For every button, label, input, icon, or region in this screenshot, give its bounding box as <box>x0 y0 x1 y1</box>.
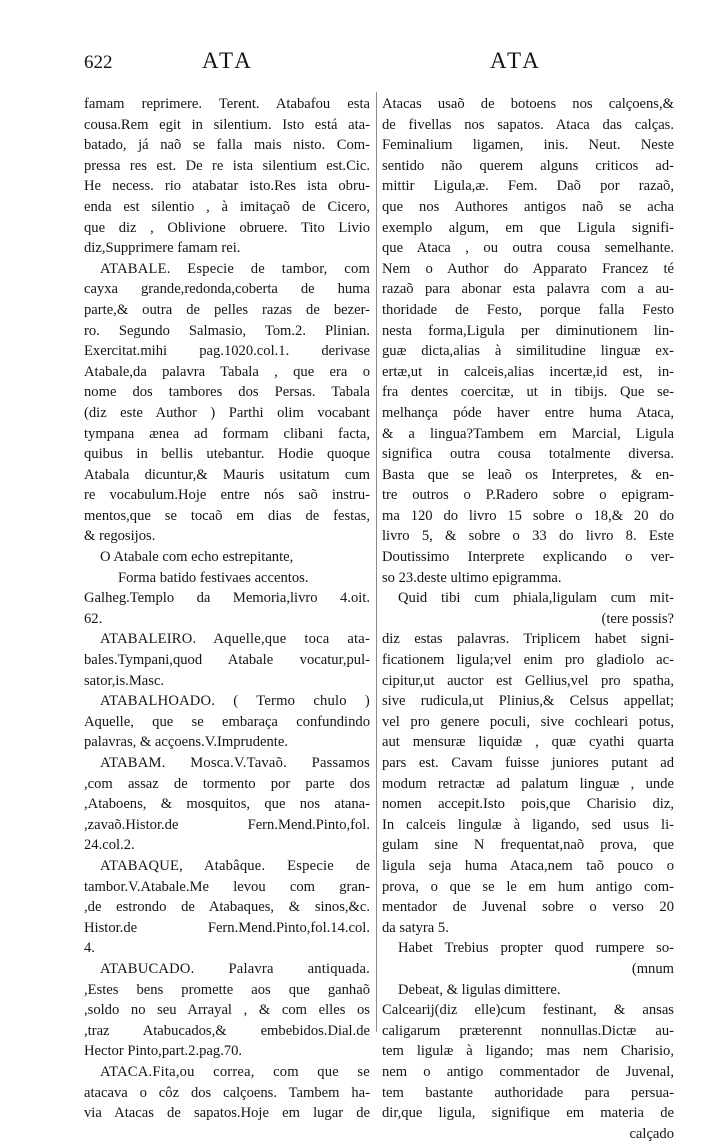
text-line: Feminalium ligamen, inis. Neut. Neste <box>382 137 674 154</box>
text-line: ertæ,ut in calceis,alias incertæ,id est, in- <box>382 363 674 380</box>
text-line: Atabale,da palavra Tabala , que era o <box>84 363 370 380</box>
text-line: Galheg.Templo da Memoria,livro 4.oit. <box>84 590 370 607</box>
text-line: de fivellas nos sapatos. Ataca das calças. <box>382 116 674 133</box>
text-line: ma 120 do livro 15 sobre o 18,& 20 do <box>382 507 674 524</box>
text-line: cousa.Rem egit in silentium. Isto está ata- <box>84 116 370 133</box>
text-line: ,soldo no seu Arrayal , & com elles os <box>84 1002 370 1019</box>
text-line: mentador de Juvenal sobre o verso 20 <box>382 899 674 916</box>
text-line: nome dos tambores dos Persas. Tabala <box>84 384 370 401</box>
text-line: via Atacas de sapatos.Hoje em lugar de <box>84 1105 370 1122</box>
text-line: ,traz Atabucados,& embebidos.Dial.de <box>84 1022 370 1039</box>
text-line: Atacas usaõ de botoens nos calçoens,& <box>382 96 674 112</box>
text-line: que diz , Oblivione obruere. Tito Livio <box>84 219 370 236</box>
text-line: quibus in bellis utebantur. Hodie quoque <box>84 446 370 463</box>
text-line: ,com assaz de tormento por parte dos <box>84 775 370 792</box>
text-line: Atabala dicuntur,& Mauris usitatum cum <box>84 466 370 483</box>
text-line: batado, já naõ se falla mais nisto. Com- <box>84 137 370 154</box>
text-line: que nos Authores antigos naõ se acha <box>382 198 674 215</box>
text-line: Basta que se leaõ os Interpretes, & en- <box>382 466 674 483</box>
page-header <box>84 44 674 84</box>
text-line: cayxa grande,redonda,coberta de huma <box>84 281 370 298</box>
text-line: thoridade de Festo, porque falla Festo <box>382 301 674 318</box>
text-line: Aquelle, que se embaraça confundindo <box>84 713 370 730</box>
text-line: enda est silentio , à imitaçaõ de Cicero, <box>84 198 370 215</box>
text-line: significa outra cousa totalmente diversa. <box>382 446 674 463</box>
text-line: ,de estrondo de Atabaques, & sinos,&c. <box>84 899 370 916</box>
text-line: sive rudicula,ut Plinius,& Celsus appellat; <box>382 693 674 710</box>
text-line: ligula seja huma Ataca,nem taõ pouco o <box>382 857 674 874</box>
quotation-line: Debeat, & ligulas dimittere. <box>398 981 561 998</box>
text-line: modum retractæ ad palatum linguæ , unde <box>382 775 674 792</box>
text-line: exemplo algum, em que Ligula signifi- <box>382 219 674 236</box>
entry-headword-line: ATABAM. Mosca.V.Tavaõ. Passamos <box>100 755 370 771</box>
column-divider <box>376 92 377 1032</box>
text-line: tambor.V.Atabale.Me levou com gran- <box>84 878 370 895</box>
text-line: melhança póde haver entre huma Ataca, <box>382 404 674 421</box>
text-line: mentos,que se tocaõ em dias de festas, <box>84 507 370 524</box>
text-line: sentido não querem alguns criticos ad- <box>382 157 674 174</box>
text-line: ,Ataboens, & mosquitos, que nos atana- <box>84 796 370 813</box>
entry-headword-line: ATABALHOADO. ( Termo chulo ) <box>100 693 370 710</box>
text-line: prova, o que se le em hum antigo com- <box>382 878 674 895</box>
text-line: cipitur,ut auctor est Gellius,vel pro spatha, <box>382 672 674 689</box>
text-line: Exercitat.mihi pag.1020.col.1. derivase <box>84 343 370 360</box>
text-line: & regosijos. <box>84 528 156 545</box>
text-line: Hector Pinto,part.2.pag.70. <box>84 1043 243 1060</box>
text-line: sator,is.Masc. <box>84 672 165 689</box>
catchword: calçado <box>629 1125 674 1142</box>
verse-line: O Atabale com echo estrepitante, <box>100 549 294 566</box>
text-line: nesta forma,Ligula per diminutionem lin- <box>382 322 674 339</box>
text-line: re vocabulum.Hoje entre nós saõ instru- <box>84 487 370 504</box>
text-line: (diz este Author ) Parthi olim vocabant <box>84 404 370 421</box>
text-line: tem bastante authoridade para persua- <box>382 1084 674 1101</box>
text-line: parte,& outra de pelles razas de bezer- <box>84 301 370 318</box>
left-column <box>84 94 370 1124</box>
quotation-line: Quid tibi cum phiala,ligulam cum mit- <box>398 590 674 607</box>
text-line: atacava o côz dos calçoens. Tambem ha- <box>84 1084 370 1101</box>
text-line: pars est. Cavam fuisse juniores putant ad <box>382 755 674 771</box>
text-line: bales.Tympani,quod Atabale vocatur,pul- <box>84 652 370 669</box>
text-line: fra dentes coercitæ, ut in tibijs. Que se- <box>382 384 674 401</box>
text-line: tympana ænea ad formam clibani facta, <box>84 425 370 442</box>
text-line: aut mensuræ liquidæ , quæ cyathi quarta <box>382 734 674 751</box>
text-line: dir,que ligula, signifique em materia de <box>382 1105 674 1122</box>
text-line: diz estas palavras. Triplicem habet signi- <box>382 631 674 648</box>
quotation-turnover: (tere possis? <box>601 610 674 627</box>
entry-headword-line: ATABALEIRO. Aquelle,que toca ata- <box>100 631 370 648</box>
page-number: 622 <box>84 52 113 73</box>
text-line: tre outros o P.Radero sobre o epigram- <box>382 487 674 504</box>
text-line: nem o antigo commentador de Juvenal, <box>382 1063 674 1080</box>
text-line: vel pro genere poculi, sive cochleari potus, <box>382 713 674 730</box>
quotation-line: Habet Trebius propter quod rumpere so- <box>398 940 674 957</box>
text-line: 24.col.2. <box>84 837 135 854</box>
text-line: 62. <box>84 610 103 627</box>
text-line: Calcearij(diz elle)cum festinant, & ansas <box>382 1002 674 1019</box>
text-line: so 23.deste ultimo epigramma. <box>382 569 562 586</box>
text-line: que Ataca , ou outra cousa semelhante. <box>382 240 674 257</box>
entry-headword-line: ATACA.Fita,ou correa, com que se <box>100 1063 370 1080</box>
text-line: He necess. rio atabatar isto.Res ista obru- <box>84 178 370 195</box>
text-line: palavras, & acçoens.V.Imprudente. <box>84 734 288 751</box>
text-line: & a lingua?Tambem em Marcial, Ligula <box>382 425 674 442</box>
entry-headword-line: ATABAQUE, Atabâque. Especie de <box>100 857 370 874</box>
text-line: ro. Segundo Salmasio, Tom.2. Plinian. <box>84 322 370 339</box>
verse-line: Forma batido festivaes accentos. <box>118 569 309 586</box>
text-line: In calceis lingulæ à ligando, sed usus li- <box>382 816 674 833</box>
text-line: 4. <box>84 940 95 957</box>
text-line: razaõ para abonar esta palavra com a au- <box>382 281 674 298</box>
text-line: da satyra 5. <box>382 919 449 936</box>
text-line: ,Estes bens promette aos que ganhaõ <box>84 981 370 998</box>
text-line: Histor.de Fern.Mend.Pinto,fol.14.col. <box>84 919 370 936</box>
running-head-right: ATA <box>490 48 542 73</box>
text-line: livro 5, & sobre o 33 do livro 8. Este <box>382 528 674 545</box>
text-line: pressa res est. De re ista silentium est.Cic. <box>84 157 370 174</box>
text-line: ficationem ligula;vel enim pro gladiolo ac- <box>382 652 674 669</box>
running-head-left: ATA <box>202 48 254 73</box>
text-line: caligarum præterennt nonnullas.Dictæ au- <box>382 1022 674 1039</box>
text-line: ,zavaõ.Histor.de Fern.Mend.Pinto,fol. <box>84 816 370 833</box>
quotation-turnover: (mnum <box>631 960 674 977</box>
text-line: diz,Supprimere famam rei. <box>84 240 241 257</box>
text-line: Doutissimo Interprete explicando o ver- <box>382 549 674 566</box>
text-line: Nem o Author do Apparato Francez té <box>382 260 674 277</box>
text-line: tem ligulæ à ligando; mas nem Charisio, <box>382 1043 674 1060</box>
entry-headword-line: ATABALE. Especie de tambor, com <box>100 260 370 277</box>
text-line: gulam sine N frequentat,naõ prova, que <box>382 837 674 854</box>
right-column <box>382 94 674 1144</box>
text-line: nomen accepit.Isto pois,que Charisio diz, <box>382 796 674 813</box>
entry-headword-line: ATABUCADO. Palavra antiquada. <box>100 960 370 977</box>
text-line: guæ dicta,alias à similitudine linguæ ex- <box>382 343 674 360</box>
text-line: famam reprimere. Terent. Atabafou esta <box>84 96 370 112</box>
text-line: mittir Ligula,æ. Fem. Daõ por razaõ, <box>382 178 674 195</box>
